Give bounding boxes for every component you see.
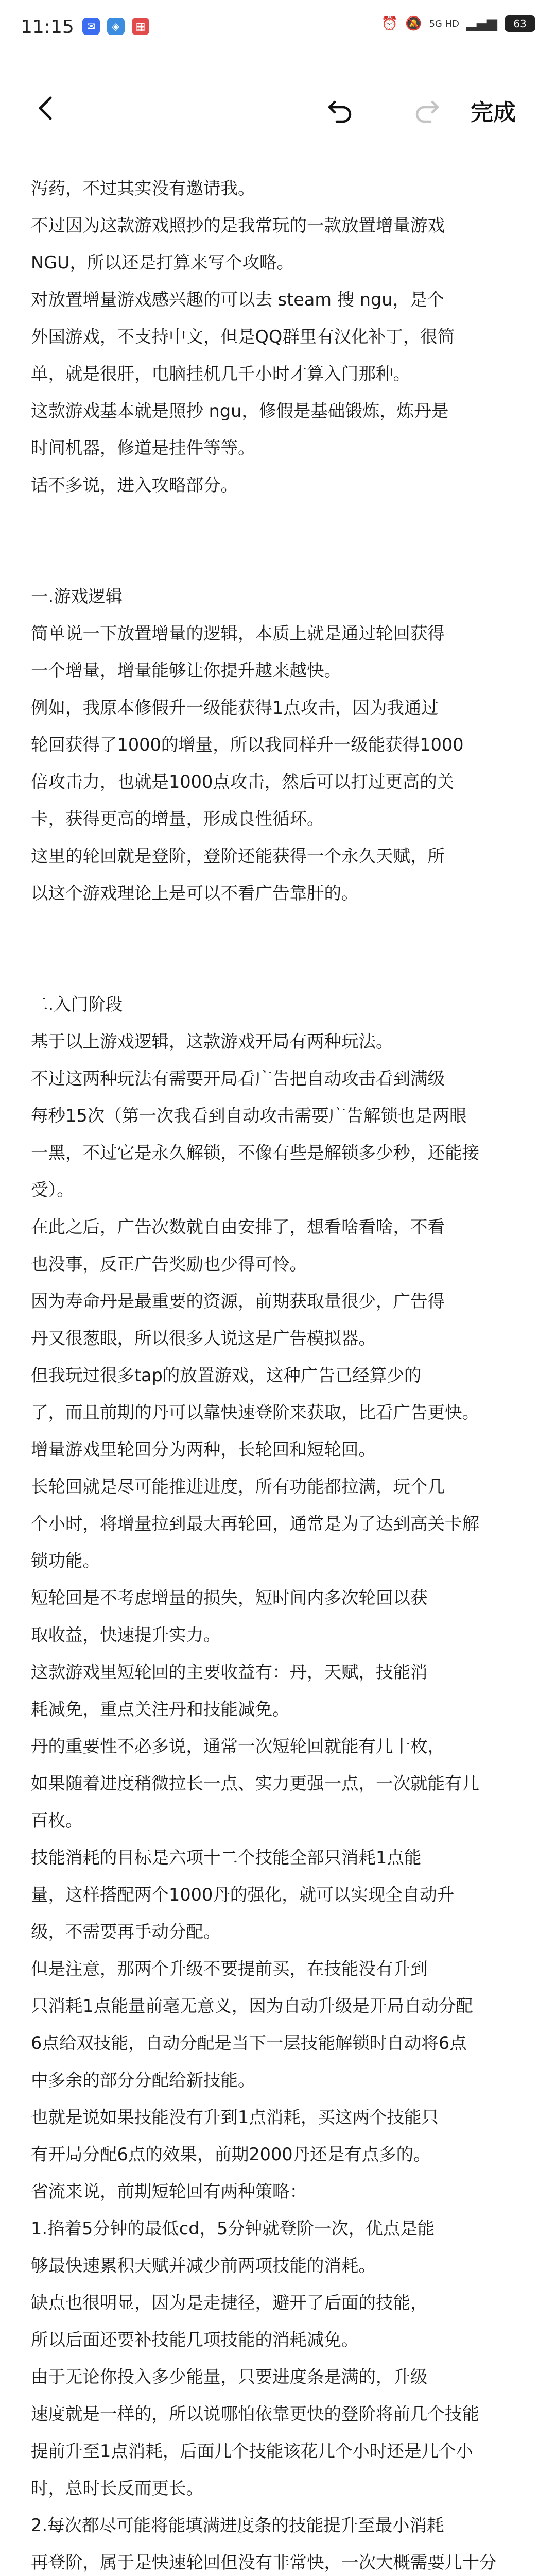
paragraph-line: 以这个游戏理论上是可以不看广告靠肝的。 <box>31 883 359 903</box>
paragraph-line: 6点给双技能，自动分配是当下一层技能解锁时自动将6点 <box>31 2033 467 2053</box>
paragraph-line: 二.入门阶段 <box>31 994 123 1014</box>
paragraph-line: 在此之后，广告次数就自由安排了，想看啥看啥，不看 <box>31 1217 445 1237</box>
paragraph-line: 一.游戏逻辑 <box>31 586 123 606</box>
chevron-left-icon[interactable] <box>31 93 62 124</box>
paragraph-line: 短轮回是不考虑增量的损失，短时间内多次轮回以获 <box>31 1588 428 1608</box>
paragraph-line: 丹的重要性不必多说，通常一次短轮回就能有几十枚， <box>31 1736 445 1756</box>
paragraph-line: 一黑，不过它是永久解锁，不像有些是解锁多少秒，还能接 <box>31 1143 479 1163</box>
paragraph-line: 泻药，不过其实没有邀请我。 <box>31 178 255 198</box>
paragraph-line: 省流来说，前期短轮回有两种策略： <box>31 2181 307 2201</box>
paragraph-line: 对放置增量游戏感兴趣的可以去 steam 搜 ngu，是个 <box>31 290 445 310</box>
paragraph-line: 2.每次都尽可能将能填满进度条的技能提升至最小消耗 <box>31 2515 444 2535</box>
paragraph-line: 不过因为这款游戏照抄的是我常玩的一款放置增量游戏 <box>31 215 445 235</box>
done-button[interactable]: 完成 <box>471 99 516 126</box>
paragraph-line: 因为寿命丹是最重要的资源，前期获取量很少，广告得 <box>31 1291 445 1311</box>
paragraph-line: 这款游戏基本就是照抄 ngu，修假是基础锻炼，炼丹是 <box>31 401 449 421</box>
paragraph-line: 有开局分配6点的效果，前期2000丹还是有点多的。 <box>31 2144 431 2164</box>
alarm-icon: ⏰ <box>381 16 398 31</box>
redo-icon[interactable] <box>412 93 443 124</box>
paragraph-line: 这里的轮回就是登阶，登阶还能获得一个永久天赋，所 <box>31 846 445 866</box>
paragraph-line: 提前升至1点消耗，后面几个技能该花几个小时还是几个小 <box>31 2441 473 2461</box>
paragraph-line: 也没事，反正广告奖励也少得可怜。 <box>31 1254 307 1274</box>
status-bar <box>0 0 556 62</box>
paragraph-line: 百枚。 <box>31 1810 83 1831</box>
paragraph-line: 轮回获得了1000的增量，所以我同样升一级能获得1000 <box>31 735 464 755</box>
paragraph-line: 例如，我原本修假升一级能获得1点攻击，因为我通过 <box>31 698 439 718</box>
paragraph-line: 话不多说，进入攻略部分。 <box>31 475 238 495</box>
paragraph-line: 这款游戏里短轮回的主要收益有：丹，天赋，技能消 <box>31 1662 428 1682</box>
paragraph-line: 增量游戏里轮回分为两种，长轮回和短轮回。 <box>31 1439 376 1460</box>
paragraph-line: 所以后面还要补技能几项技能的消耗减免。 <box>31 2330 359 2350</box>
paragraph-line: 取收益，快速提升实力。 <box>31 1625 221 1645</box>
battery-icon: 63 <box>505 15 535 32</box>
paragraph-line: 由于无论你投入多少能量，只要进度条是满的，升级 <box>31 2367 428 2387</box>
signal-icon: ▂▄▆ <box>466 16 497 31</box>
paragraph-line: 量，这样搭配两个1000丹的强化，就可以实现全自动升 <box>31 1885 455 1905</box>
gallery-icon: ▦ <box>132 18 149 35</box>
paragraph-line: 技能消耗的目标是六项十二个技能全部只消耗1点能 <box>31 1848 422 1868</box>
notification-icons <box>82 18 149 35</box>
paragraph-line: 不过这两种玩法有需要开局看广告把自动攻击看到满级 <box>31 1069 445 1089</box>
paragraph-line: 级，不需要再手动分配。 <box>31 1922 221 1942</box>
blank-line <box>31 949 530 986</box>
paragraph-line: 只消耗1点能量前毫无意义，因为自动升级是开局自动分配 <box>31 1996 473 2016</box>
blank-line <box>31 541 530 578</box>
paragraph-line: 简单说一下放置增量的逻辑，本质上就是通过轮回获得 <box>31 623 445 643</box>
network-label: 5G HD <box>429 18 459 29</box>
blank-line <box>31 912 530 949</box>
paragraph-line: 够最快速累积天赋并减少前两项技能的消耗。 <box>31 2256 376 2276</box>
paragraph-line: NGU，所以还是打算来写个攻略。 <box>31 252 294 273</box>
message-icon: ✉ <box>82 18 100 35</box>
editor-toolbar <box>0 62 556 155</box>
paragraph-line: 耗减免，重点关注丹和技能减免。 <box>31 1699 290 1719</box>
paragraph-line: 但是注意，那两个升级不要提前买，在技能没有升到 <box>31 1959 428 1979</box>
paragraph-line: 丹又很葱眼，所以很多人说这是广告模拟器。 <box>31 1328 376 1348</box>
paragraph-line: 个小时，将增量拉到最大再轮回，通常是为了达到高关卡解 <box>31 1514 479 1534</box>
paragraph-line: 时，总时长反而更长。 <box>31 2478 203 2498</box>
paragraph-line: 受）。 <box>31 1180 74 1200</box>
paragraph-line: 再登阶，属于是快速轮回但没有非常快，一次大概需要几十分 <box>31 2552 497 2572</box>
paragraph-line: 如果随着进度稍微拉长一点、实力更强一点，一次就能有几 <box>31 1773 479 1793</box>
paragraph-line: 基于以上游戏逻辑，这款游戏开局有两种玩法。 <box>31 1031 393 1052</box>
paragraph-line: 单，就是很肝，电脑挂机几千小时才算入门那种。 <box>31 364 410 384</box>
paragraph-line: 也就是说如果技能没有升到1点消耗，买这两个技能只 <box>31 2107 439 2127</box>
paragraph-line: 中多余的部分分配给新技能。 <box>31 2070 255 2090</box>
paragraph-line: 速度就是一样的，所以说哪怕依靠更快的登阶将前几个技能 <box>31 2404 479 2424</box>
paragraph-line: 倍攻击力，也就是1000点攻击，然后可以打过更高的关 <box>31 772 455 792</box>
undo-icon[interactable] <box>324 93 355 124</box>
paragraph-line: 但我玩过很多tap的放置游戏，这种广告已经算少的 <box>31 1365 422 1385</box>
paragraph-line: 卡，获得更高的增量，形成良性循环。 <box>31 809 324 829</box>
status-right <box>381 15 535 32</box>
mute-icon: 🔕 <box>405 16 422 31</box>
paragraph-line: 一个增量，增量能够让你提升越来越快。 <box>31 660 341 681</box>
paragraph-line: 每秒15次（第一次我看到自动攻击需要广告解锁也是两眼 <box>31 1106 467 1126</box>
paragraph-line: 缺点也很明显，因为是走捷径，避开了后面的技能， <box>31 2293 428 2313</box>
paragraph-line: 锁功能。 <box>31 1551 100 1571</box>
blank-line <box>31 504 530 541</box>
paragraph-line: 外国游戏，不支持中文，但是QQ群里有汉化补丁，很简 <box>31 327 455 347</box>
paragraph-line: 长轮回就是尽可能推进进度，所有功能都拉满，玩个几 <box>31 1477 445 1497</box>
app-icon: ◈ <box>107 18 125 35</box>
document-body[interactable] <box>31 170 530 2576</box>
paragraph-line: 时间机器，修道是挂件等等。 <box>31 438 255 458</box>
paragraph-line: 1.掐着5分钟的最低cd，5分钟就登阶一次，优点是能 <box>31 2218 435 2239</box>
paragraph-line: 了，而且前期的丹可以靠快速登阶来获取，比看广告更快。 <box>31 1402 479 1422</box>
status-time: 11:15 <box>21 16 74 38</box>
